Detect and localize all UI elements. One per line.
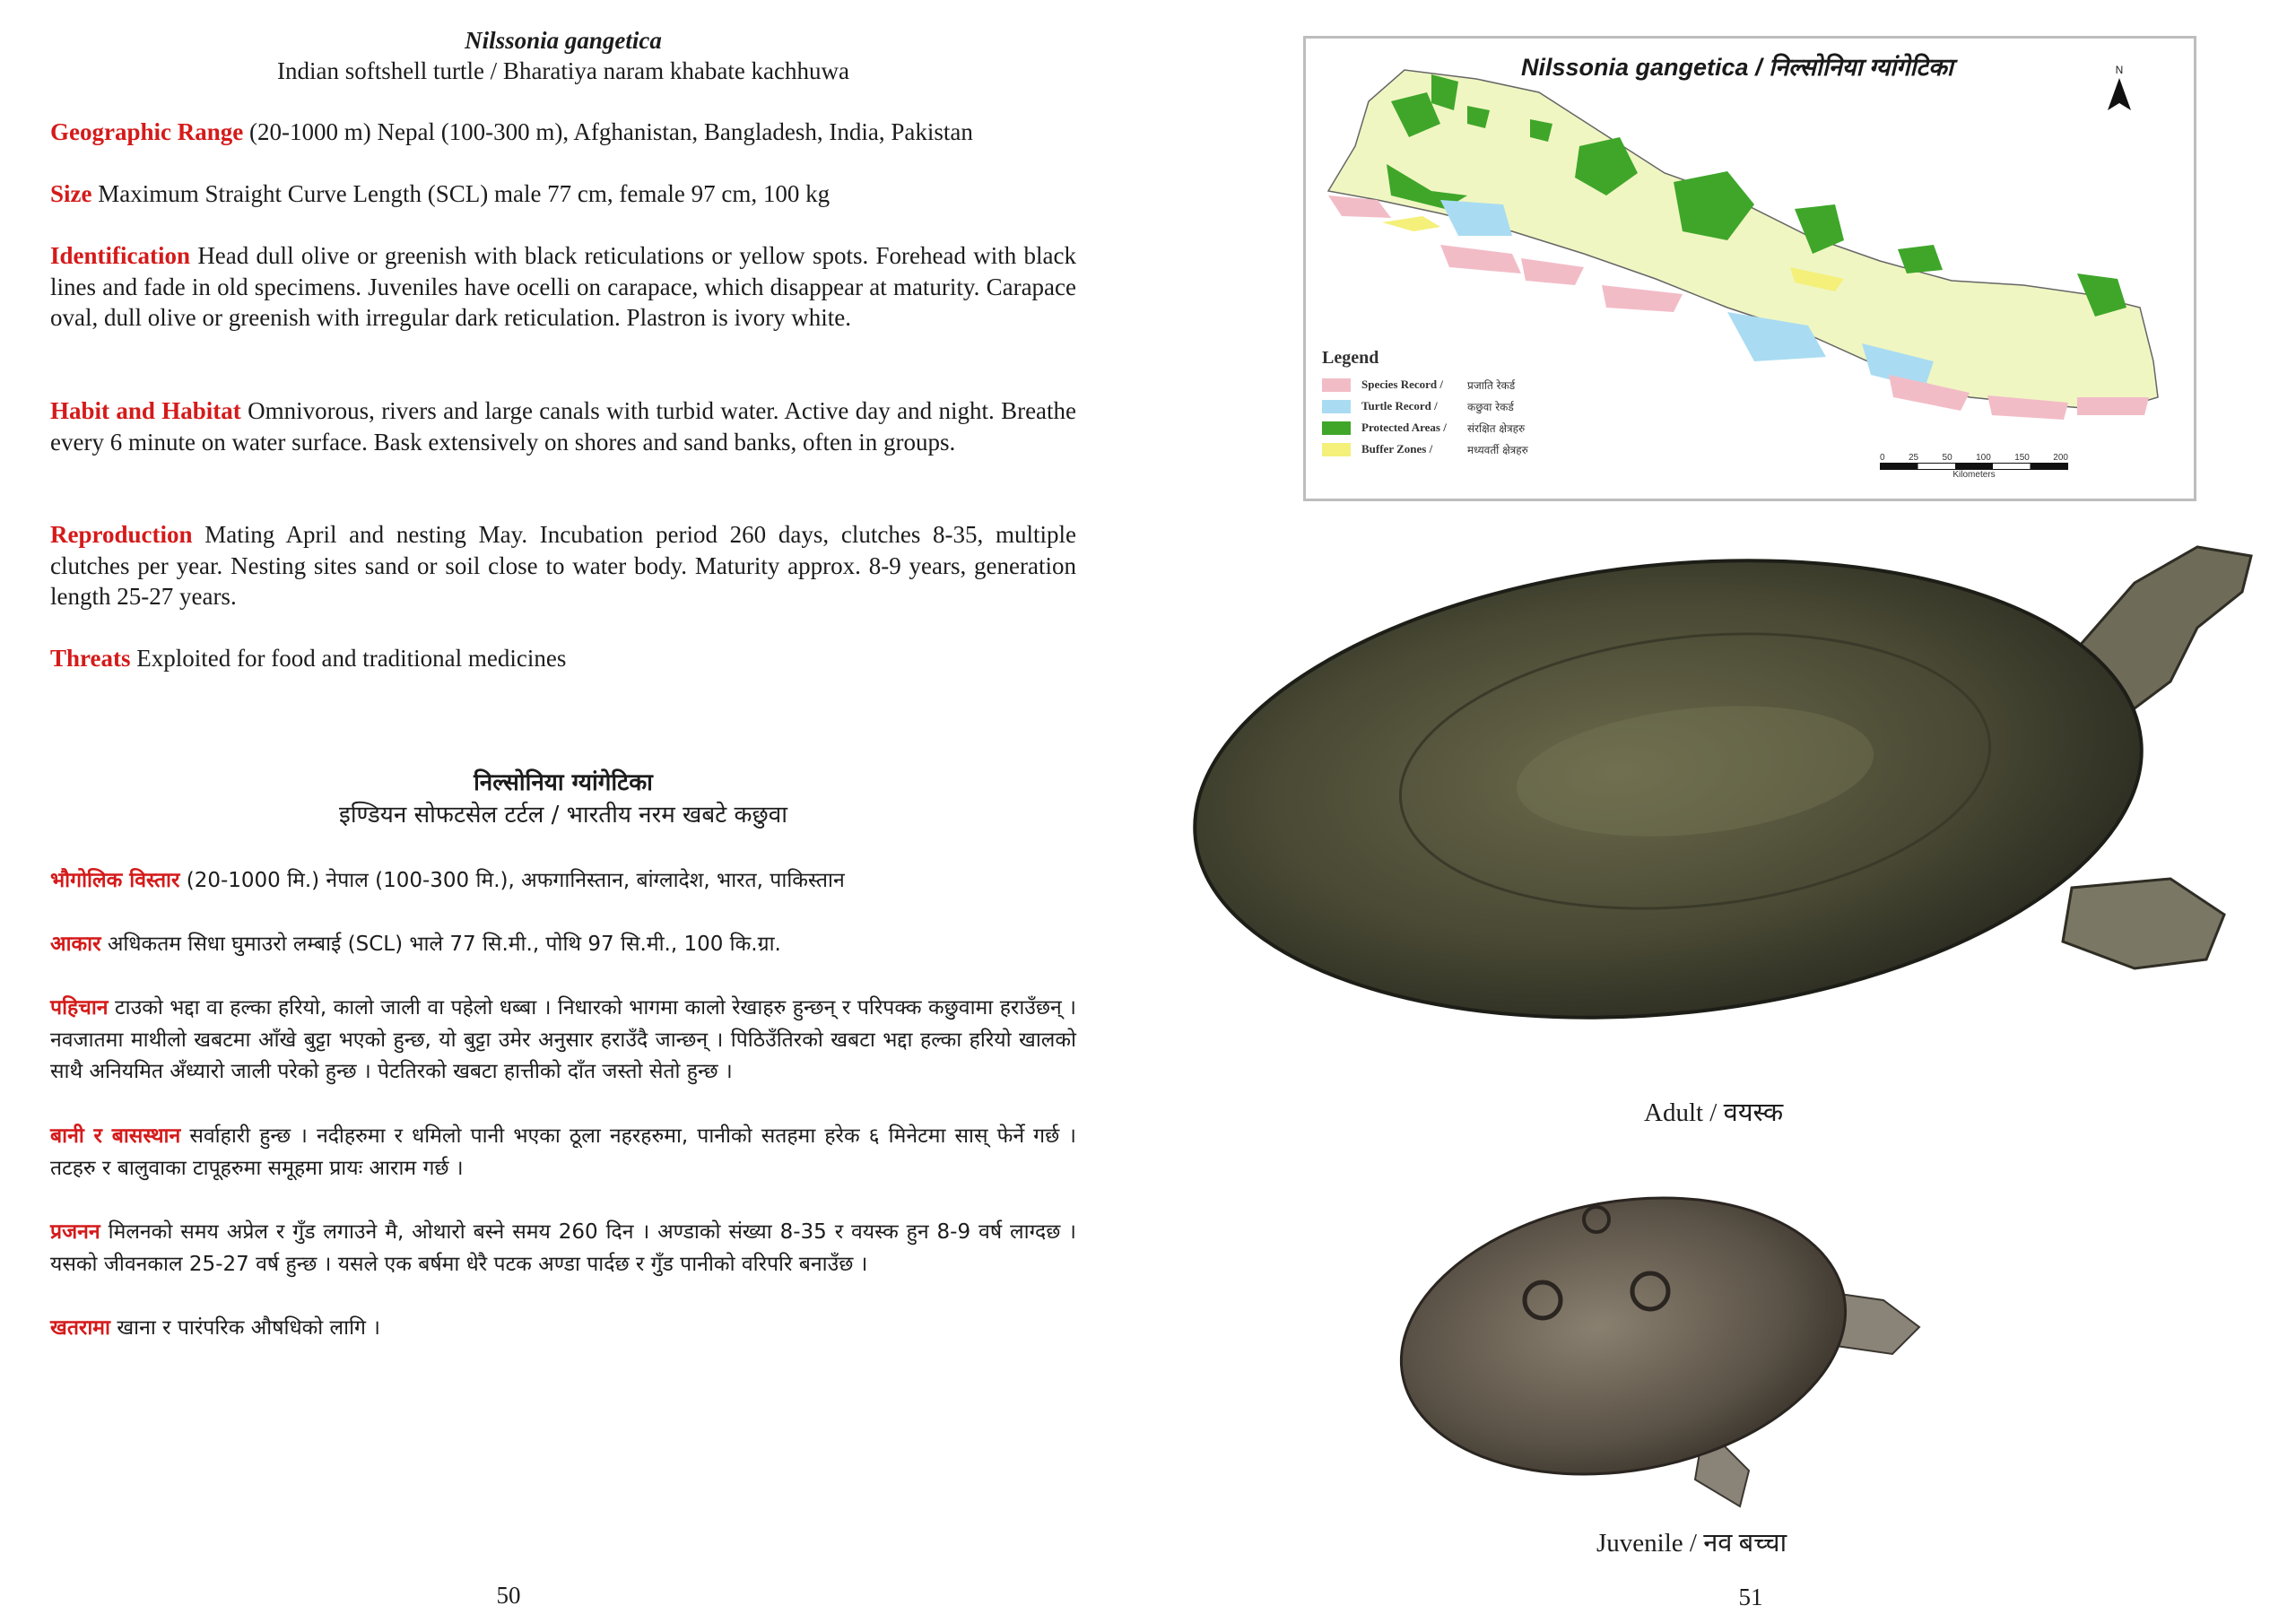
legend-item-turtle-record <box>1322 395 1528 417</box>
section-label: Reproduction <box>50 521 193 548</box>
scale-tick: 50 <box>1942 453 1952 463</box>
nepali-size-paragraph <box>50 929 1076 961</box>
swatch <box>1322 421 1351 435</box>
threats-paragraph <box>50 643 1076 674</box>
section-label: Size <box>50 180 92 207</box>
scale-tick: 0 <box>1880 453 1885 463</box>
juvenile-turtle-illustration <box>1390 1166 1946 1524</box>
legend-item-protected-areas <box>1322 417 1528 438</box>
nepali-common-name: इण्डियन सोफटसेल टर्टल / भारतीय नरम खबटे कछुवा <box>339 802 787 829</box>
scale-tick: 100 <box>1976 453 1991 463</box>
section-label: बानी र बासस्थान <box>50 1124 181 1148</box>
adult-turtle-illustration <box>1166 529 2269 1103</box>
legend-item-species-record <box>1322 374 1528 395</box>
scale-unit: Kilometers <box>1952 470 1996 480</box>
size-paragraph <box>50 178 1076 210</box>
legend-nepali: कछुवा रेकर्ड <box>1467 400 1514 413</box>
section-text: Exploited for food and traditional medicines <box>136 645 567 672</box>
scientific-name: Nilssonia gangetica <box>465 27 662 54</box>
section-text: (20-1000 m) Nepal (100-300 m), Afghanistan, Bangladesh, India, Pakistan <box>249 118 973 145</box>
north-arrow <box>2104 64 2135 115</box>
nepali-heading <box>50 767 1076 831</box>
identification-paragraph <box>50 240 1076 334</box>
right-page <box>1148 0 2296 1623</box>
section-label: Habit and Habitat <box>50 397 241 424</box>
page-number: 51 <box>1738 1584 1763 1610</box>
section-label: प्रजनन <box>50 1220 100 1244</box>
legend-title: Legend <box>1322 348 1379 368</box>
section-label: Geographic Range <box>50 118 244 145</box>
juvenile-caption: Juvenile / नव बच्चा <box>1596 1529 1787 1558</box>
section-text: खाना र पारंपरिक औषधिको लागि । <box>117 1316 381 1340</box>
legend-nepali: संरक्षित क्षेत्रहरु <box>1467 421 1526 435</box>
section-label: पहिचान <box>50 996 109 1020</box>
legend-nepali: मध्यवर्ती क्षेत्रहरु <box>1467 443 1528 456</box>
legend-label: Turtle Record / <box>1361 399 1438 412</box>
nepali-identification-paragraph <box>50 993 1076 1089</box>
swatch <box>1322 400 1351 413</box>
scale-bar <box>1880 463 2068 470</box>
scale-tick: 200 <box>2053 453 2068 463</box>
nepali-habitat-paragraph <box>50 1121 1076 1185</box>
legend-label: Buffer Zones / <box>1361 442 1433 456</box>
habitat-paragraph <box>50 395 1076 457</box>
north-label: N <box>2115 64 2124 76</box>
legend-item-buffer-zones <box>1322 438 1528 460</box>
section-text: अधिकतम सिधा घुमाउरो लम्बाई (SCL) भाले 77 सि.मी., पोथि 97 सि.मी., 100 कि.ग्रा. <box>107 933 781 956</box>
section-text: Maximum Straight Curve Length (SCL) male 77 cm, female 97 cm, 100 kg <box>98 180 831 207</box>
section-text: Omnivorous, rivers and large canals with turbid water. Active day and night. Breathe every 6 minute on water surface. Bask extensively on shores and sand banks, often in groups. <box>50 397 1077 456</box>
legend-label: Species Record / <box>1361 378 1443 391</box>
section-text: (20-1000 मि.) नेपाल (100-300 मि.), अफगानिस्तान, बांग्लादेश, भारत, पाकिस्तान <box>186 869 845 892</box>
section-text: Mating April and nesting May. Incubation period 260 days, clutches 8-35, multiple clutches per year. Nesting sites sand or soil close to water body. Maturity approx. 8-9 years, generation length 25-27 years. <box>50 521 1076 610</box>
nepali-reproduction-paragraph <box>50 1217 1076 1280</box>
nepali-range-paragraph <box>50 865 1076 898</box>
section-text: सर्वाहारी हुन्छ । नदीहरुमा र धमिलो पानी भएका ठूला नहरहरुमा, पानीको सतहमा हरेक ६ मिनेटमा सास् फेर्ने गर्छ । तटहरु र बालुवाका टापूहरुमा समूहमा प्रायः आराम गर्छ । <box>50 1124 1077 1180</box>
distribution-map <box>1303 36 2196 501</box>
section-text: टाउको भद्दा वा हल्का हरियो, कालो जाली वा पहेलो धब्बा । निधारको भागमा कालो रेखाहरु हुन्छन् र परिपक्क कछुवामा हराउँछन् । नवजातमा माथीलो खबटमा आँखे बुट्टा भएको हुन्छ, यो बुट्टा उमेर अनुसार हराउँदै जान्छन् । पिठिउँतिरको खबटा भद्दा हल्का हरियो खालको साथै अनियमित अँध्यारो जाली परेको हुन्छ । पेटतिरको खबटा हात्तीको दाँत जस्तो सेतो हुन्छ । <box>50 996 1076 1083</box>
swatch <box>1322 443 1351 456</box>
section-text: मिलनको समय अप्रेल र गुँड लगाउने मै, ओथारो बस्ने समय 260 दिन । अण्डाको संख्या 8-35 र वयस्क हुन 8-9 वर्ष लाग्दछ । यसको जीवनकाल 25-27 वर्ष हुन्छ । यसले एक बर्षमा धेरै पटक अण्डा पार्दछ र गुँड पानीको वरिपरि बनाउँछ । <box>50 1220 1077 1276</box>
common-name: Indian softshell turtle / Bharatiya naram khabate kachhuwa <box>276 57 850 84</box>
legend-nepali: प्रजाति रेकर्ड <box>1467 378 1516 392</box>
nepali-threats-paragraph <box>50 1313 1076 1345</box>
section-label: Identification <box>50 242 191 269</box>
geographic-range-paragraph <box>50 117 1076 148</box>
section-label: Threats <box>50 645 131 672</box>
scale-tick: 150 <box>2014 453 2030 463</box>
section-text: Head dull olive or greenish with black reticulations or yellow spots. Forehead with black lines and fade in old specimens. Juveniles have ocelli on carapace, which disappear at maturity. Carapace oval, dull olive or greenish with irregular dark reticulation. Plastron is ivory white. <box>50 242 1077 331</box>
scale-tick: 25 <box>1908 453 1919 463</box>
reproduction-paragraph <box>50 519 1076 612</box>
legend-label: Protected Areas / <box>1361 421 1447 434</box>
section-label: खतरामा <box>50 1316 110 1340</box>
map-legend <box>1322 348 1528 460</box>
map-scale-bar <box>1880 453 2068 480</box>
map-title: Nilssonia gangetica / निल्सोनिया ग्यांगेटिका <box>1521 54 1953 81</box>
section-label: भौगोलिक विस्तार <box>50 869 180 892</box>
north-arrow-icon <box>2104 76 2135 112</box>
section-label: आकार <box>50 933 101 956</box>
swatch <box>1322 378 1351 392</box>
species-heading <box>50 25 1076 86</box>
page-number: 50 <box>496 1582 521 1609</box>
adult-caption: Adult / वयस्क <box>1644 1098 1784 1127</box>
nepali-scientific-name: निल्सोनिया ग्यांगेटिका <box>474 769 653 796</box>
